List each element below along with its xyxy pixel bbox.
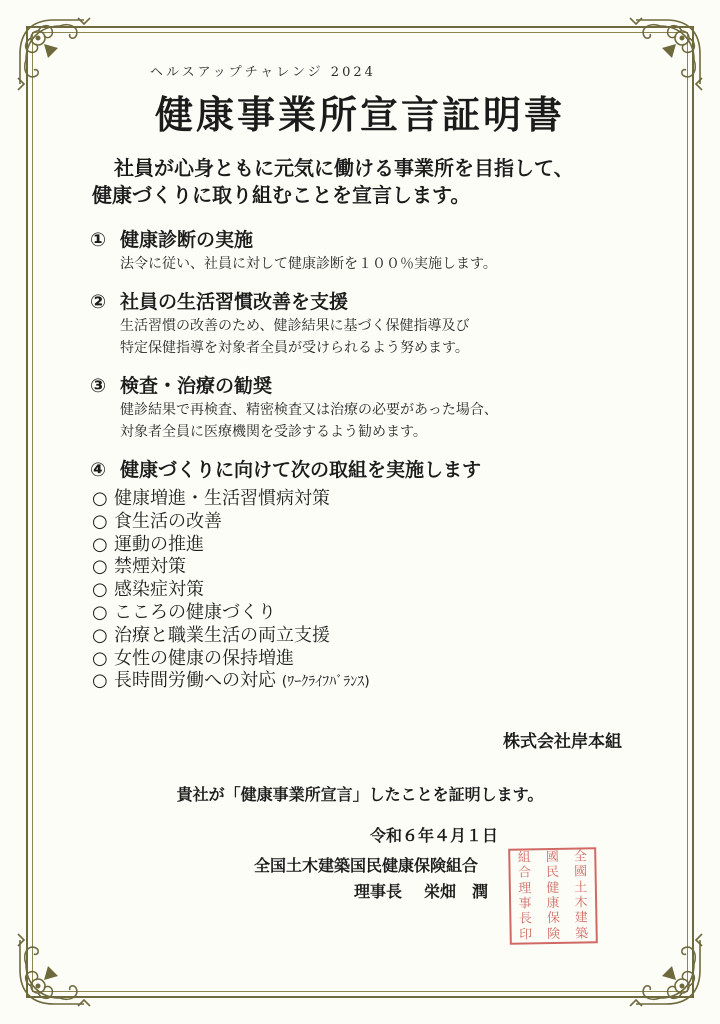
measure-item [92, 579, 370, 602]
item-body-line: 健診結果で再検査、精密検査又は治療の必要があった場合、 [120, 402, 498, 418]
seal-character: 保 [546, 911, 561, 927]
seal-character: 築 [575, 926, 589, 942]
item-title: 社員の生活習慣改善を支援 [120, 291, 349, 313]
item-body-line: 対象者全員に医療機関を受診するよう勧めます。 [120, 424, 427, 440]
certification-statement: 貴社が「健康事業所宣言」したことを証明します。 [176, 785, 544, 804]
seal-character: 國 [545, 850, 559, 866]
circle-bullet-icon: ○ [92, 510, 108, 532]
seal-character: 國 [573, 864, 588, 881]
issue-date: 令和６年４月１日 [370, 826, 499, 845]
item-title: 健康診断の実施 [120, 229, 254, 251]
item-1-heading [90, 227, 670, 253]
item-body-line: 特定保健指導を対象者全員が受けられるよう努めます。 [120, 340, 469, 356]
seal-character: 全 [573, 849, 587, 865]
measure-item [92, 648, 370, 671]
company-name: 株式会社岸本組 [503, 732, 622, 752]
circle-bullet-icon: ○ [92, 579, 108, 601]
measure-item [92, 488, 370, 511]
item-body-line: 生活習慣の改善のため、健診結果に基づく保健指導及び [120, 318, 470, 334]
measure-label: 長時間労働への対応 [114, 670, 276, 692]
corner-ornament-bottom-left [14, 914, 110, 1010]
seal-character: 理 [518, 881, 532, 897]
measure-note: (ﾜｰｸﾗｲﾌﾊﾞﾗﾝｽ) [281, 674, 370, 691]
corner-ornament-bottom-right [610, 914, 706, 1010]
measure-item [92, 534, 370, 557]
item-4-heading [90, 457, 670, 483]
item-title: 健康づくりに向けて次の取組を実施します [120, 459, 482, 481]
item-2-heading [90, 289, 670, 315]
declaration-item-1 [90, 227, 670, 275]
measure-item [92, 670, 370, 694]
seal-character: 土 [574, 880, 588, 896]
measure-label: 運動の推進 [114, 533, 204, 555]
circle-bullet-icon: ○ [92, 488, 108, 509]
seal-character: 康 [546, 896, 560, 912]
measure-item [92, 625, 370, 648]
measure-label: 食生活の改善 [114, 510, 222, 532]
official-seal-stamp [508, 847, 598, 945]
document-title: 健康事業所宣言証明書 [154, 92, 565, 137]
seal-character: 事 [518, 896, 532, 912]
signatory-name: 栄畑 潤 [424, 882, 489, 901]
seal-character: 印 [519, 927, 533, 943]
item-2-body [120, 315, 670, 359]
item-number: ③ [90, 375, 107, 397]
measure-item [92, 556, 370, 579]
item-number: ② [90, 291, 107, 313]
seal-character: 合 [517, 865, 532, 882]
seal-character: 組 [517, 850, 531, 866]
declaration-item-2 [90, 289, 670, 359]
circle-bullet-icon: ○ [92, 647, 108, 669]
item-3-heading [90, 373, 670, 399]
declaration-intro [92, 155, 652, 209]
seal-character: 木 [574, 895, 588, 911]
item-number: ① [90, 229, 107, 251]
seal-character: 民 [545, 865, 560, 881]
measures-list [92, 488, 370, 694]
circle-bullet-icon: ○ [92, 624, 108, 646]
issuer-signatory [354, 879, 488, 902]
item-1-body [120, 253, 670, 275]
seal-character: 長 [518, 911, 533, 928]
measure-item [92, 511, 370, 534]
circle-bullet-icon: ○ [92, 601, 108, 623]
seal-character: 建 [574, 910, 589, 927]
circle-bullet-icon: ○ [92, 533, 108, 555]
circle-bullet-icon: ○ [92, 556, 108, 578]
declaration-item-3 [90, 373, 670, 443]
measure-label: こころの健康づくり [114, 601, 276, 623]
measure-label: 治療と職業生活の両立支援 [114, 624, 330, 646]
measure-label: 女性の健康の保持増進 [114, 647, 294, 669]
measure-label: 禁煙対策 [114, 556, 186, 578]
item-body-line: 法令に従い、社員に対して健康診断を１００％実施します。 [120, 256, 497, 272]
intro-line-1: 社員が心身ともに元気に働ける事業所を目指して、 [114, 156, 574, 180]
measure-item [92, 602, 370, 625]
issuer-organization: 全国土木建築国民健康保険組合 [254, 856, 479, 875]
intro-line-2: 健康づくりに取り組むことを宣言します。 [92, 183, 471, 207]
circle-bullet-icon: ○ [92, 670, 108, 692]
item-number: ④ [90, 459, 107, 481]
signatory-position: 理事長 [354, 882, 403, 901]
declaration-item-4 [90, 457, 670, 483]
measure-label: 感染症対策 [114, 579, 204, 601]
item-title: 検査・治療の勧奨 [120, 375, 273, 397]
seal-character: 険 [547, 926, 561, 942]
document-subtitle: ヘルスアップチャレンジ 2024 [150, 65, 376, 80]
seal-character: 健 [546, 880, 560, 896]
measure-label: 健康増進・生活習慣病対策 [114, 488, 330, 509]
item-3-body [120, 399, 670, 443]
